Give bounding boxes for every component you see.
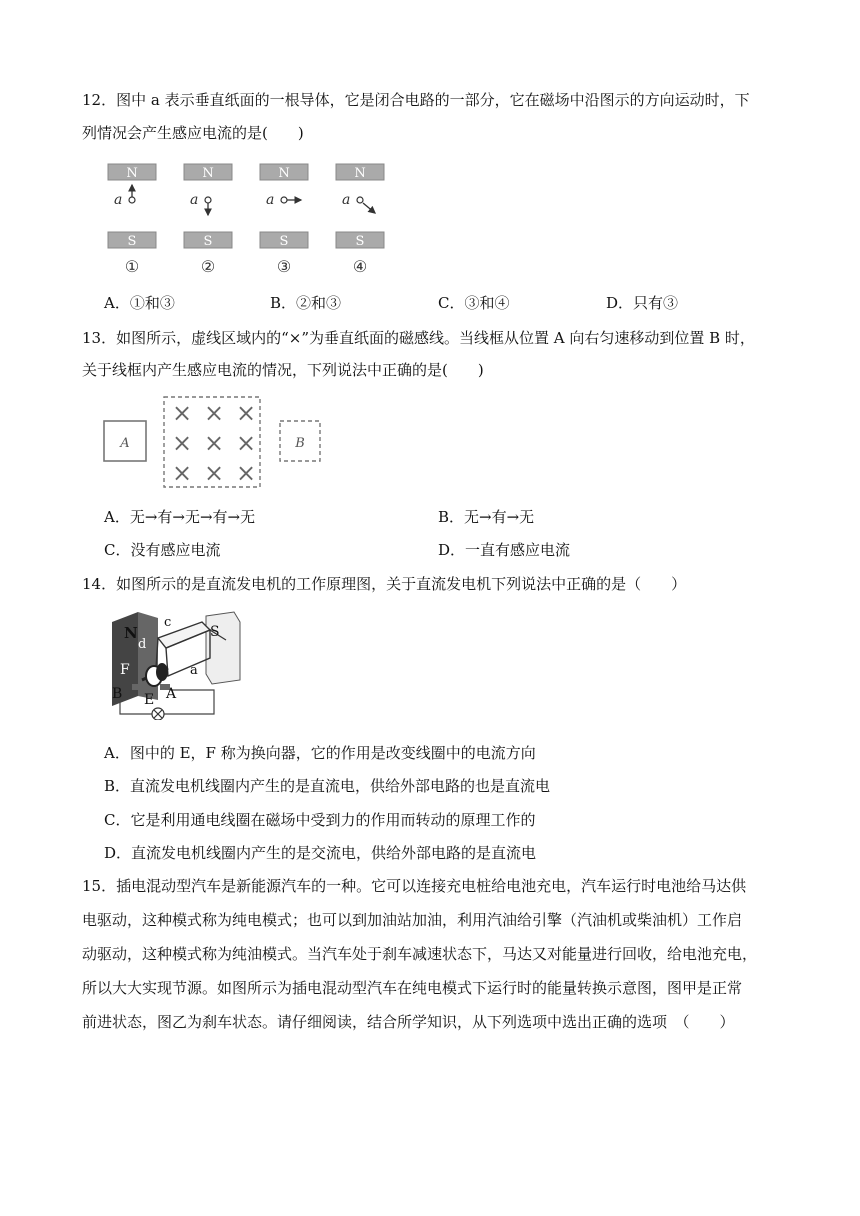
q13-stem-line-1: 13．如图所示，虚线区域内的“×”为垂直纸面的磁感线。当线框从位置 A 向右匀速移动到位置 B 时， [82, 329, 755, 347]
magnet-pair-2 [184, 164, 232, 276]
q13-option-b[interactable]: B．无→有→无 [438, 508, 535, 526]
conductor-label: a [266, 192, 275, 208]
field-cross: × [171, 399, 193, 427]
field-cross: × [171, 459, 193, 487]
q14-stem: 14．如图所示的是直流发电机的工作原理图，关于直流发电机下列说法中正确的是（ ） [82, 575, 687, 593]
field-cross: × [235, 429, 257, 457]
q15-line-2: 电驱动，这种模式称为纯电模式；也可以到加油站加油，利用汽油给引擎（汽油机或柴油机）工作启 [82, 911, 743, 929]
q12-option-d[interactable]: D．只有③ [606, 294, 679, 312]
frame-a-label: A [120, 436, 130, 451]
conductor-label: a [114, 192, 123, 208]
field-cross: × [171, 429, 193, 457]
south-pole-label: S [127, 234, 137, 249]
field-cross: × [235, 399, 257, 427]
conductor-label: a [342, 192, 351, 208]
q12-stem-line-2: 列情况会产生感应电流的是( ) [82, 124, 304, 142]
svg-text:S: S [210, 624, 220, 640]
north-pole-label: N [202, 166, 214, 181]
q15-line-3: 动驱动，这种模式称为纯油模式。当汽车处于刹车减速状态下，马达又对能量进行回收，给电池充电， [82, 945, 758, 963]
brush-b [132, 684, 142, 690]
q13-stem-line-2: 关于线框内产生感应电流的情况，下列说法中正确的是( ) [82, 361, 484, 379]
magnet-pair-4 [336, 164, 384, 276]
svg-text:a: a [190, 663, 198, 678]
figure-number-label: ④ [352, 257, 368, 276]
q15-line-4: 所以大大实现节源。如图所示为插电混动型汽车在纯电模式下运行时的能量转换示意图，图甲是正常 [82, 979, 743, 997]
q14-option-c[interactable]: C．它是利用通电线圈在磁场中受到力的作用而转动的原理工作的 [104, 811, 536, 829]
q12-option-a[interactable]: A．①和③ [104, 294, 175, 312]
q13-field-figure [100, 395, 330, 495]
conductor-dot [205, 197, 211, 203]
field-cross: × [203, 399, 225, 427]
commutator-half [156, 663, 168, 681]
q14-generator-figure [106, 608, 246, 720]
field-cross: × [235, 459, 257, 487]
q12-magnet-figure [100, 160, 390, 280]
north-pole-label: N [354, 166, 366, 181]
south-pole-label: S [355, 234, 365, 249]
south-pole-label: S [203, 234, 213, 249]
q14-option-a[interactable]: A．图中的 E，F 称为换向器，它的作用是改变线圈中的电流方向 [104, 744, 536, 762]
svg-text:B: B [112, 686, 123, 702]
south-magnet [206, 612, 240, 684]
field-cross: × [203, 429, 225, 457]
svg-text:A: A [166, 686, 177, 702]
svg-text:c: c [164, 615, 172, 630]
svg-text:N: N [124, 624, 138, 642]
figure-number-label: ① [124, 257, 140, 276]
figure-number-label: ② [200, 257, 216, 276]
q12-option-b[interactable]: B．②和③ [270, 294, 342, 312]
svg-text:F: F [120, 662, 130, 678]
q14-option-d[interactable]: D．直流发电机线圈内产生的是交流电，供给外部电路的是直流电 [104, 844, 537, 862]
conductor-label: a [190, 192, 199, 208]
q13-option-d[interactable]: D．一直有感应电流 [438, 541, 571, 559]
motion-arrow [363, 203, 375, 213]
q13-option-a[interactable]: A．无→有→无→有→无 [104, 508, 256, 526]
conductor-dot [281, 197, 287, 203]
q15-line-1: 15．插电混动型汽车是新能源汽车的一种。它可以连接充电桩给电池充电，汽车运行时电池给马达供 [82, 877, 747, 895]
figure-number-label: ③ [276, 257, 292, 276]
cross-grid [172, 399, 256, 487]
magnet-pair-3 [260, 164, 308, 276]
q12-stem-line-1: 12．图中 a 表示垂直纸面的一根导体，它是闭合电路的一部分，它在磁场中沿图示的方向运动时，下 [82, 91, 750, 109]
magnet-pair-1 [108, 164, 156, 276]
north-pole-label: N [126, 166, 138, 181]
frame-b-label: B [295, 436, 305, 451]
south-pole-label: S [279, 234, 289, 249]
svg-text:d: d [138, 637, 147, 652]
field-cross: × [203, 459, 225, 487]
q12-option-c[interactable]: C．③和④ [438, 294, 510, 312]
north-pole-label: N [278, 166, 290, 181]
svg-text:E: E [144, 692, 155, 708]
q15-line-5: 前进状态，图乙为刹车状态。请仔细阅读，结合所学知识，从下列选项中选出正确的选项 （ ） [82, 1013, 735, 1031]
conductor-dot [357, 197, 363, 203]
q14-option-b[interactable]: B．直流发电机线圈内产生的是直流电，供给外部电路的也是直流电 [104, 777, 551, 795]
conductor-dot [129, 197, 135, 203]
q13-option-c[interactable]: C．没有感应电流 [104, 541, 221, 559]
